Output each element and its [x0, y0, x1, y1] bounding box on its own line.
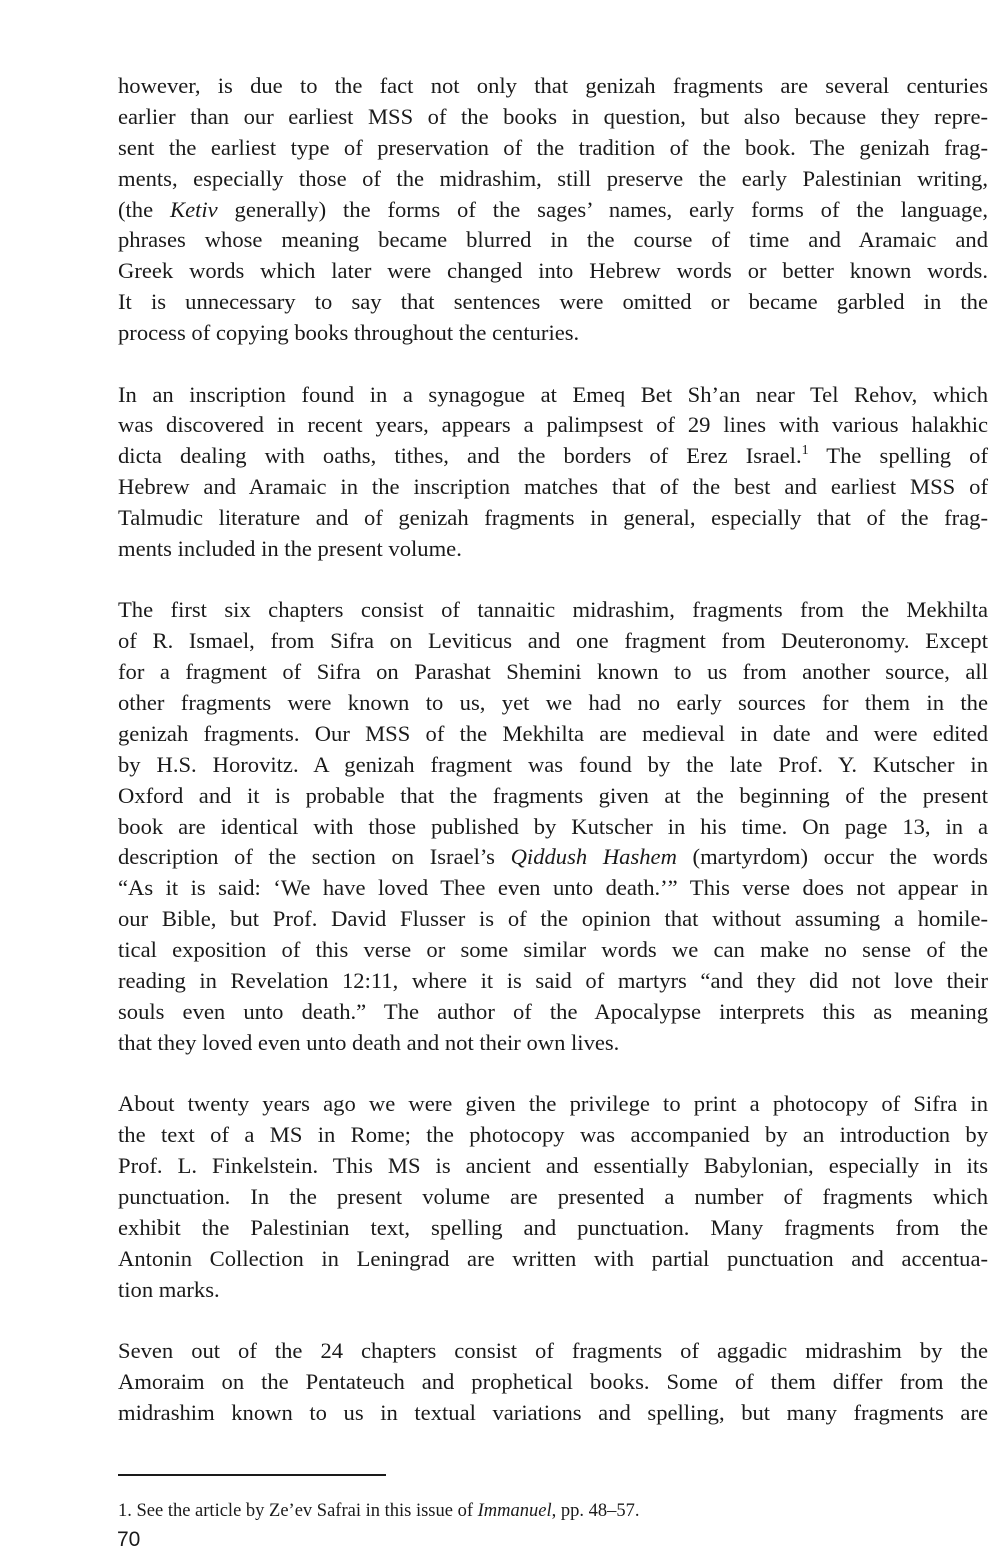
page-number: 70 [117, 1528, 141, 1551]
text-line: earlier than our earliest MSS of the books in question, but also because they repre- [118, 103, 988, 129]
paragraph-gap [118, 565, 988, 596]
text-line: ments, especially those of the midrashim, still preserve the early Palestinian writing, [118, 165, 988, 191]
paragraph [118, 595, 988, 1058]
text-line: however, is due to the fact not only that genizah fragments are several centuries [118, 73, 988, 98]
text-line: Amoraim on the Pentateuch and prophetical books. Some of them differ from the [118, 1368, 988, 1394]
text-line: of R. Ismael, from Sifra on Leviticus and one fragment from Deuteronomy. Except [118, 628, 988, 654]
text-line: Hebrew and Aramaic in the inscription matches that of the best and earliest MSS of [118, 474, 988, 500]
paragraph-gap [118, 1059, 988, 1090]
text-line: The first six chapters consist of tannaitic midrashim, fragments from the Mekhilta [118, 597, 988, 623]
text-line: other fragments were known to us, yet we had no early sources for them in the [118, 690, 988, 716]
footnote-pages: , pp. 48–57. [551, 1501, 640, 1521]
text-line: Greek words which later were changed into Hebrew words or better known words. [118, 258, 988, 284]
text-line: Oxford and it is probable that the fragments given at the beginning of the present [118, 782, 988, 808]
text-line: souls even unto death.” The author of the Apocalypse interprets this as meaning [118, 998, 988, 1024]
footnote [118, 1499, 988, 1523]
footnote-number: 1. [118, 1501, 132, 1521]
text-line: It is unnecessary to say that sentences were omitted or became garbled in the [118, 289, 988, 315]
text-line: ments included in the present volume. [118, 535, 462, 561]
text-line: our Bible, but Prof. David Flusser is of the opinion that without assuming a homile- [118, 906, 988, 932]
text-line: reading in Revelation 12:11, where it is said of martyrs “and they did not love their [118, 968, 988, 994]
text-line: midrashim known to us in textual variations and spelling, but many fragments are [118, 1399, 988, 1425]
body-text [118, 71, 988, 1429]
text-line: was discovered in recent years, appears a palimpsest of 29 lines with various halakhic [118, 412, 988, 438]
text-line: “As it is said: ‘We have loved Thee even unto death.’” This verse does not appear in [118, 875, 988, 901]
footnote-reference: 1 [801, 443, 809, 459]
text-line: About twenty years ago we were given the privilege to print a photocopy of Sifra in [118, 1091, 988, 1117]
text-line: sent the earliest type of preservation of the tradition of the book. The genizah frag- [118, 134, 988, 160]
text-line: the text of a MS in Rome; the photocopy was accompanied by an introduction by [118, 1122, 988, 1148]
footnote-text: See the article by Ze’ev Safrai in this issue of [131, 1501, 478, 1521]
text-line: process of copying books throughout the centuries. [118, 320, 580, 346]
text-line: phrases whose meaning became blurred in the course of time and Aramaic and [118, 227, 988, 253]
text-line: dicta dealing with oaths, tithes, and the borders of Erez Israel.$^1$ The spelling of [118, 443, 988, 469]
text-line: Talmudic literature and of genizah fragments in general, especially that of the frag- [118, 505, 988, 531]
text-line: for a fragment of Sifra on Parashat Shemini known to us from another source, all [118, 659, 988, 685]
text-line: tical exposition of this verse or some similar words we can make no sense of the [118, 937, 988, 963]
paragraph-gap [118, 349, 988, 380]
text-line: Antonin Collection in Leningrad are written with partial punctuation and accentua- [118, 1245, 988, 1271]
text-line: book are identical with those published by Kutscher in his time. On page 13, in a [118, 813, 988, 839]
text-line: punctuation. In the present volume are presented a number of fragments which [118, 1183, 988, 1209]
paragraph-gap [118, 1305, 988, 1336]
footnote-rule [118, 1474, 386, 1476]
text-line: (the Ketiv generally) the forms of the sages’ names, early forms of the language, [118, 196, 988, 222]
text-line: In an inscription found in a synagogue at Emeq Bet Sh’an near Tel Rehov, which [118, 381, 988, 407]
text-line: that they loved even unto death and not their own lives. [118, 1029, 620, 1055]
paragraph [118, 380, 988, 565]
text-line: tion marks. [118, 1276, 220, 1302]
text-line: exhibit the Palestinian text, spelling and punctuation. Many fragments from the [118, 1214, 988, 1240]
paragraph [118, 71, 988, 349]
text-line: by H.S. Horovitz. A genizah fragment was found by the late Prof. Y. Kutscher in [118, 751, 988, 777]
footnote-journal-title: Immanuel [477, 1501, 552, 1521]
paragraph [118, 1089, 988, 1305]
text-line: genizah fragments. Our MSS of the Mekhilta are medieval in date and were edited [118, 720, 988, 746]
italic-term: Qiddush Hashem [510, 844, 677, 870]
text-line: Prof. L. Finkelstein. This MS is ancient and essentially Babylonian, especially in its [118, 1153, 988, 1178]
text-line: Seven out of the 24 chapters consist of fragments of aggadic midrashim by the [118, 1337, 988, 1363]
paragraph [118, 1336, 988, 1429]
text-line: description of the section on Israel’s Qiddush Hashem (martyrdom) occur the words [118, 844, 988, 870]
italic-term: Ketiv [170, 196, 218, 222]
